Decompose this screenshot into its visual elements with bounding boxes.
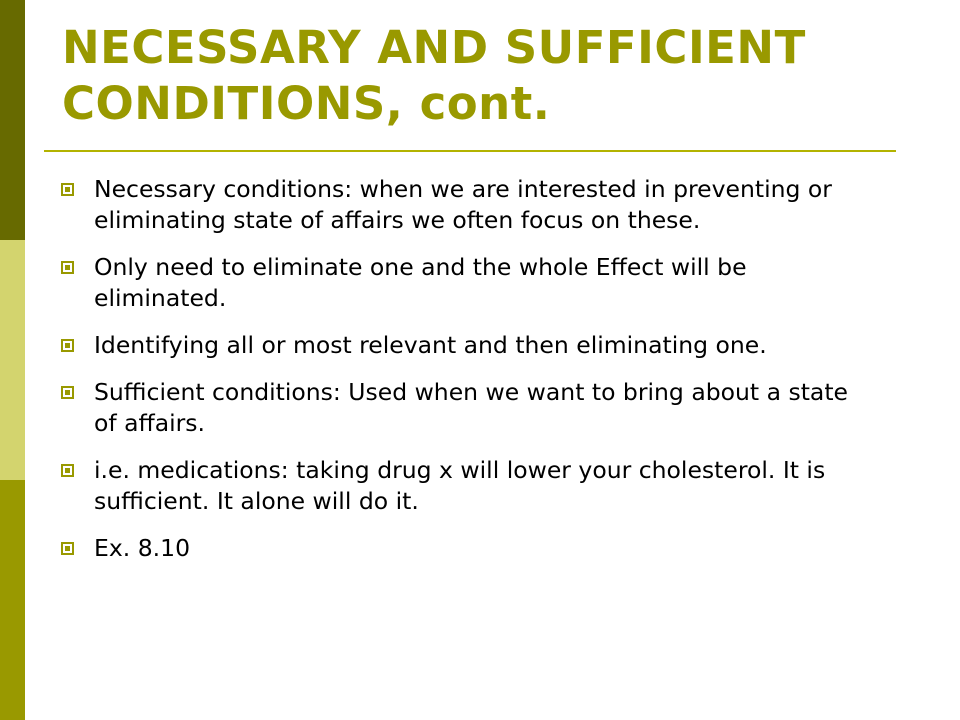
bullet-item — [60, 330, 860, 361]
square-bullet-icon — [61, 464, 74, 477]
slide-title-line-1: NECESSARY AND SUFFICIENT — [62, 21, 806, 74]
bullet-text: i.e. medications: taking drug x will lower your cholesterol. It is sufficient. It alone will do it. — [94, 456, 826, 515]
bullet-item — [60, 377, 860, 439]
bullet-text: Only need to eliminate one and the whole Effect will be eliminated. — [94, 253, 747, 312]
square-bullet-icon — [61, 261, 74, 274]
square-bullet-icon — [61, 339, 74, 352]
slide-title — [62, 20, 942, 132]
bullet-item — [60, 455, 860, 517]
bullet-item — [60, 252, 860, 314]
slide-title-line-2: CONDITIONS, cont. — [62, 77, 551, 130]
side-bar-top — [0, 0, 25, 240]
bullet-text: Identifying all or most relevant and then eliminating one. — [94, 331, 767, 359]
square-bullet-icon — [61, 542, 74, 555]
title-divider — [44, 150, 896, 152]
bullet-item — [60, 174, 860, 236]
bullet-item — [60, 533, 860, 564]
square-bullet-icon — [61, 386, 74, 399]
bullet-text: Ex. 8.10 — [94, 534, 191, 562]
bullet-text: Sufficient conditions: Used when we want to bring about a state of affairs. — [94, 378, 848, 437]
side-bar-bottom — [0, 480, 25, 720]
bullet-list — [60, 174, 860, 580]
square-bullet-icon — [61, 183, 74, 196]
bullet-text: Necessary conditions: when we are interested in preventing or eliminating state of affairs we often focus on these. — [94, 175, 832, 234]
side-bar-middle — [0, 240, 25, 480]
